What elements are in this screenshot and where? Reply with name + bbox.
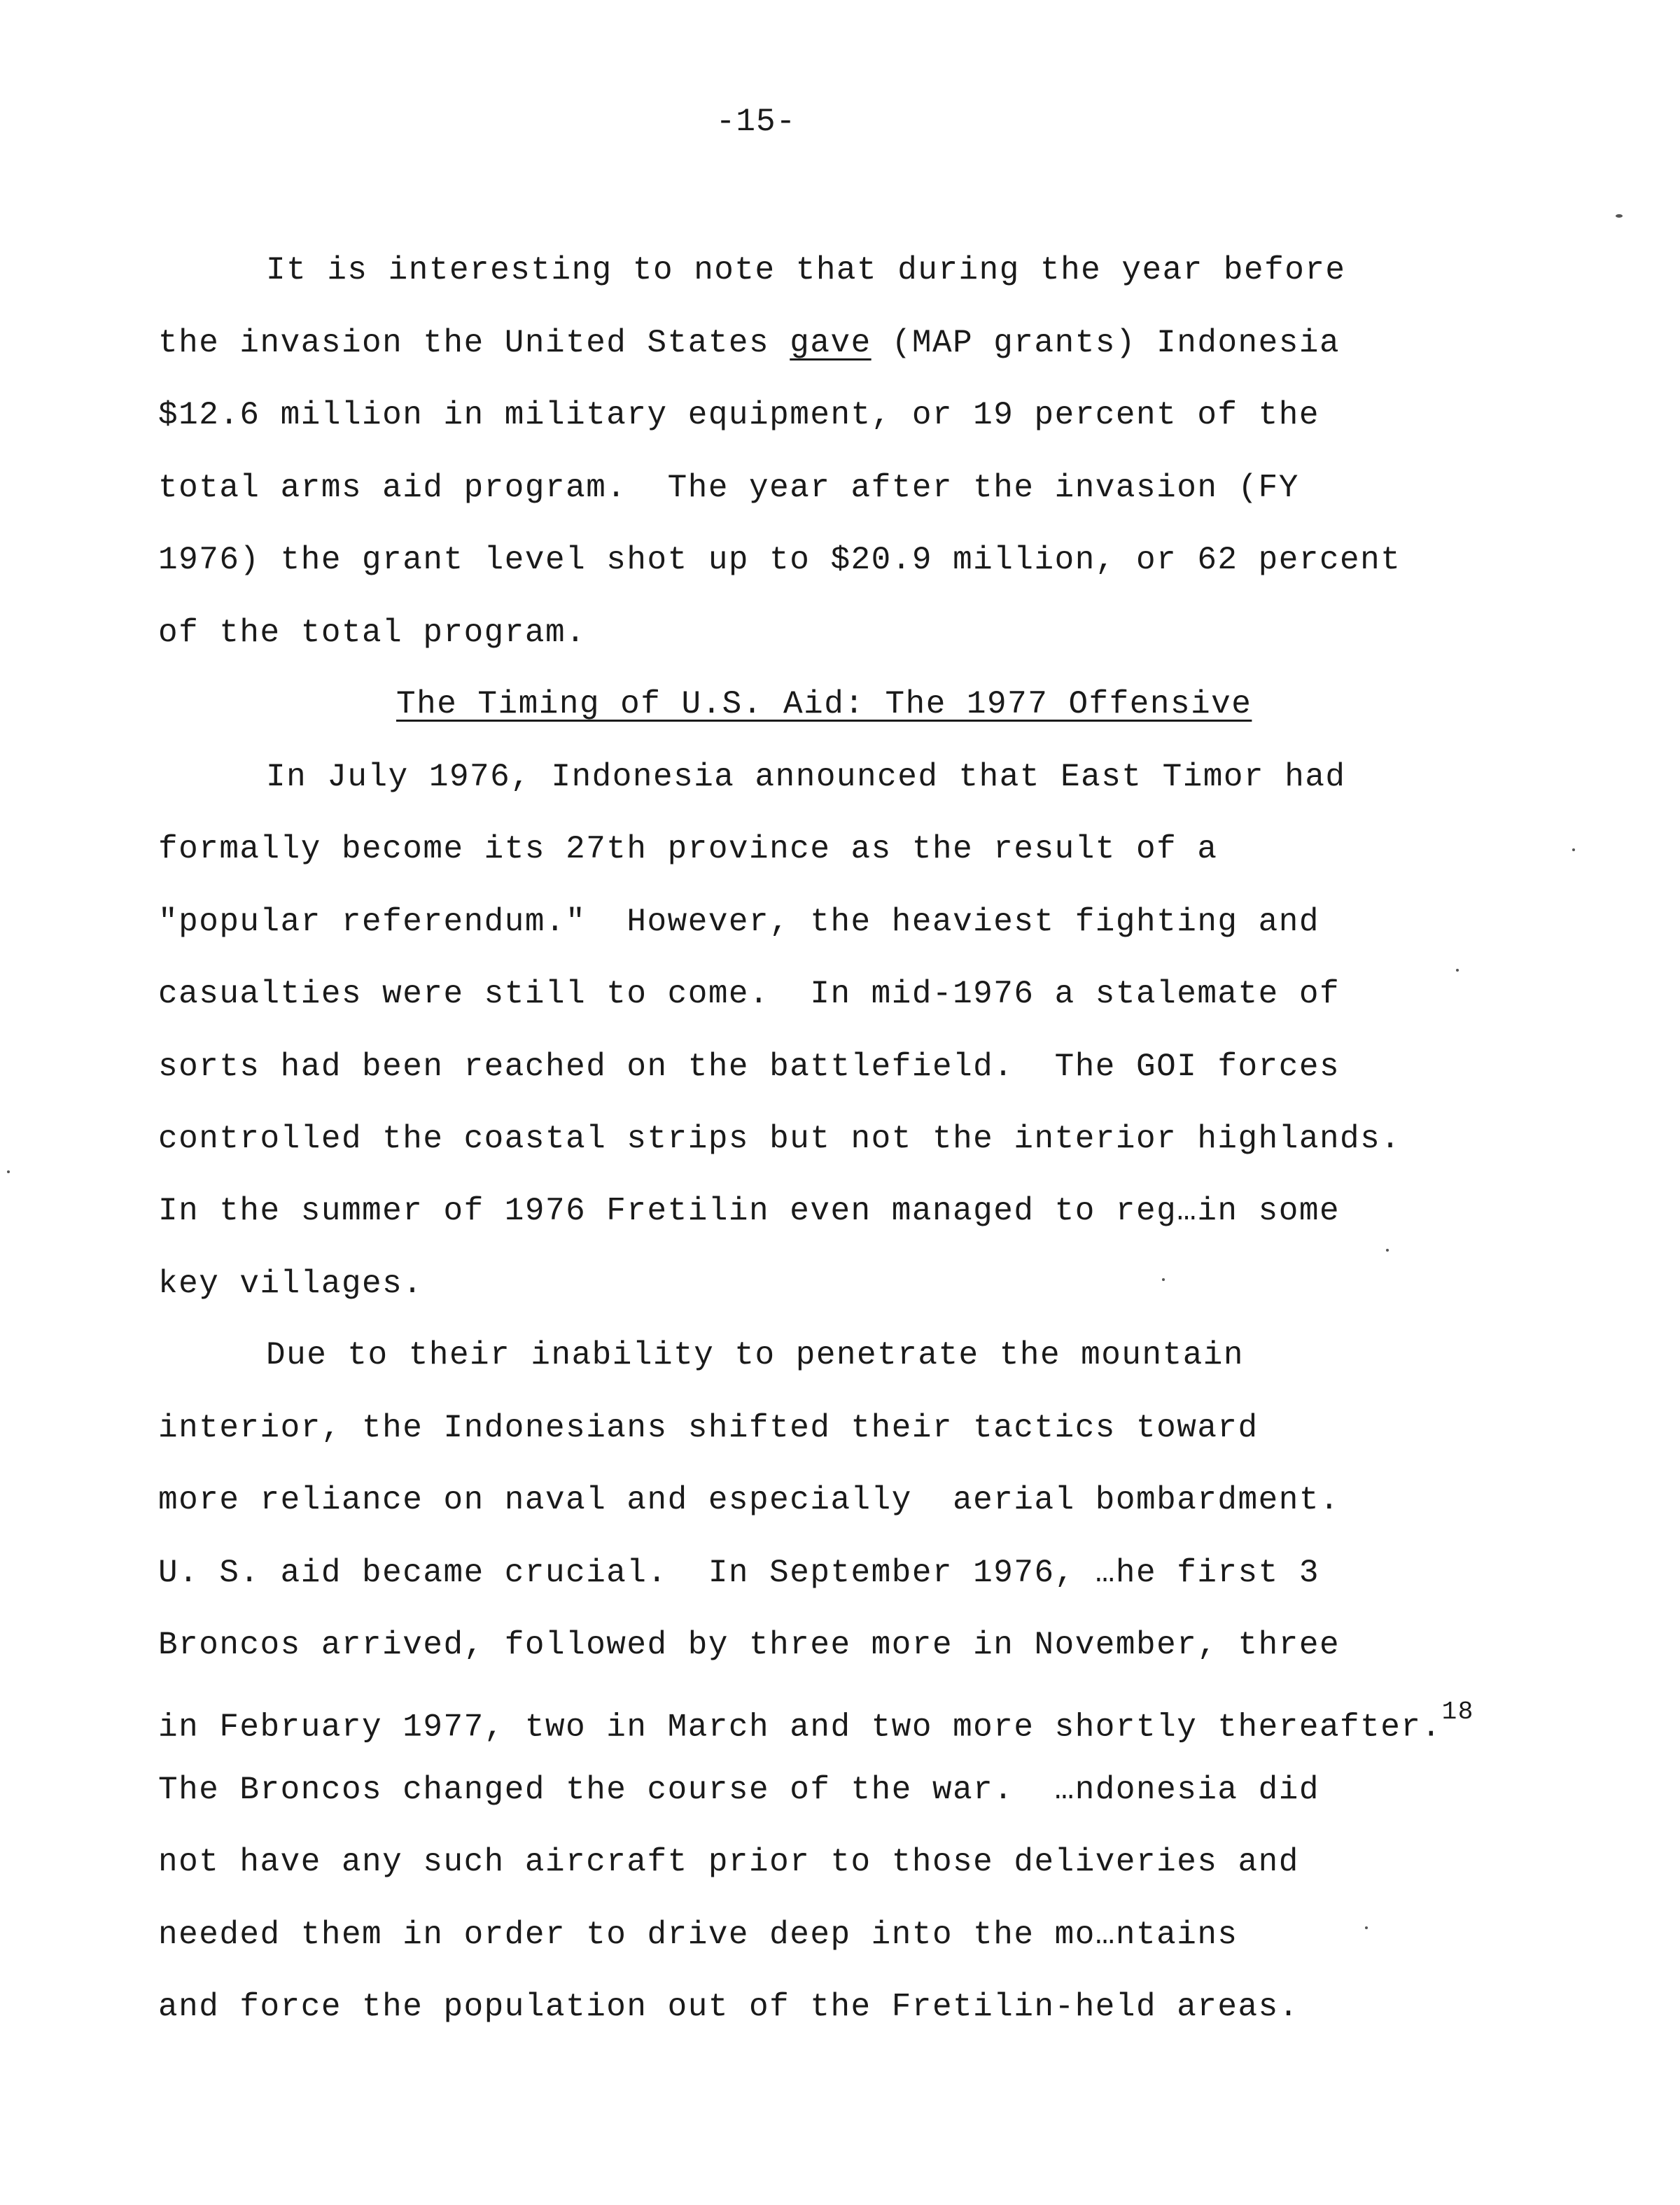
paragraph-1-line-5: 1976) the grant level shot up to $20.9 million, or 62 percent <box>158 542 1401 578</box>
section-heading: The Timing of U.S. Aid: The 1977 Offensive <box>396 686 1252 722</box>
paragraph-3-line-8: not have any such aircraft prior to those deliveries and <box>158 1844 1299 1880</box>
page-number: -15- <box>715 104 797 140</box>
paragraph-2-line-5: sorts had been reached on the battlefield. The GOI forces <box>158 1049 1340 1085</box>
paragraph-1-line-3: $12.6 million in military equipment, or 19 percent of the <box>158 397 1320 433</box>
paragraph-3-line-7: The Broncos changed the course of the war. …ndonesia did <box>158 1772 1320 1808</box>
text-run: the invasion the United States <box>158 325 790 361</box>
scan-speck <box>1386 1249 1389 1252</box>
underlined-word: gave <box>790 325 872 361</box>
paragraph-2-line-4: casualties were still to come. In mid-1976 a stalemate of <box>158 976 1340 1012</box>
scan-speck <box>1162 1278 1165 1281</box>
paragraph-2-line-2: formally become its 27th province as the result of a <box>158 831 1218 867</box>
paragraph-3-line-1: Due to their inability to penetrate the mountain <box>266 1337 1245 1373</box>
paragraph-3-line-10: and force the population out of the Fretilin-held areas. <box>158 1989 1299 2025</box>
paragraph-1-line-6: of the total program. <box>158 615 587 651</box>
footnote-marker: 18 <box>1441 1698 1474 1726</box>
paragraph-2-line-3: "popular referendum." However, the heaviest fighting and <box>158 904 1320 940</box>
scan-speck <box>1572 848 1575 851</box>
paragraph-3-line-3: more reliance on naval and especially aerial bombardment. <box>158 1482 1340 1518</box>
text-run: (MAP grants) Indonesia <box>871 325 1340 361</box>
paragraph-3-line-9: needed them in order to drive deep into the mo…ntains <box>158 1917 1238 1953</box>
text-run: in February 1977, two in March and two more shortly thereafter. <box>158 1709 1442 1746</box>
paragraph-3-line-5: Broncos arrived, followed by three more in November, three <box>158 1627 1340 1663</box>
paragraph-1-line-4: total arms aid program. The year after the invasion (FY <box>158 470 1299 506</box>
paragraph-3-line-2: interior, the Indonesians shifted their tactics toward <box>158 1410 1259 1446</box>
paragraph-2-line-6: controlled the coastal strips but not the interior highlands. <box>158 1121 1401 1157</box>
paragraph-1-line-1: It is interesting to note that during the year before <box>266 252 1346 288</box>
scan-speck <box>1365 1926 1368 1929</box>
scan-speck <box>7 1170 10 1173</box>
paragraph-2-line-7: In the summer of 1976 Fretilin even managed to reg…in some <box>158 1193 1340 1229</box>
paragraph-2-line-8: key villages. <box>158 1266 424 1302</box>
scan-speck <box>1456 969 1459 972</box>
paragraph-2-line-1: In July 1976, Indonesia announced that East Timor had <box>266 759 1346 795</box>
scan-speck <box>1616 214 1623 218</box>
paragraph-1-line-2 <box>158 322 1340 364</box>
paragraph-3-line-4: U. S. aid became crucial. In September 1976, …he first 3 <box>158 1555 1320 1591</box>
paragraph-3-line-6 <box>158 1697 1474 1748</box>
